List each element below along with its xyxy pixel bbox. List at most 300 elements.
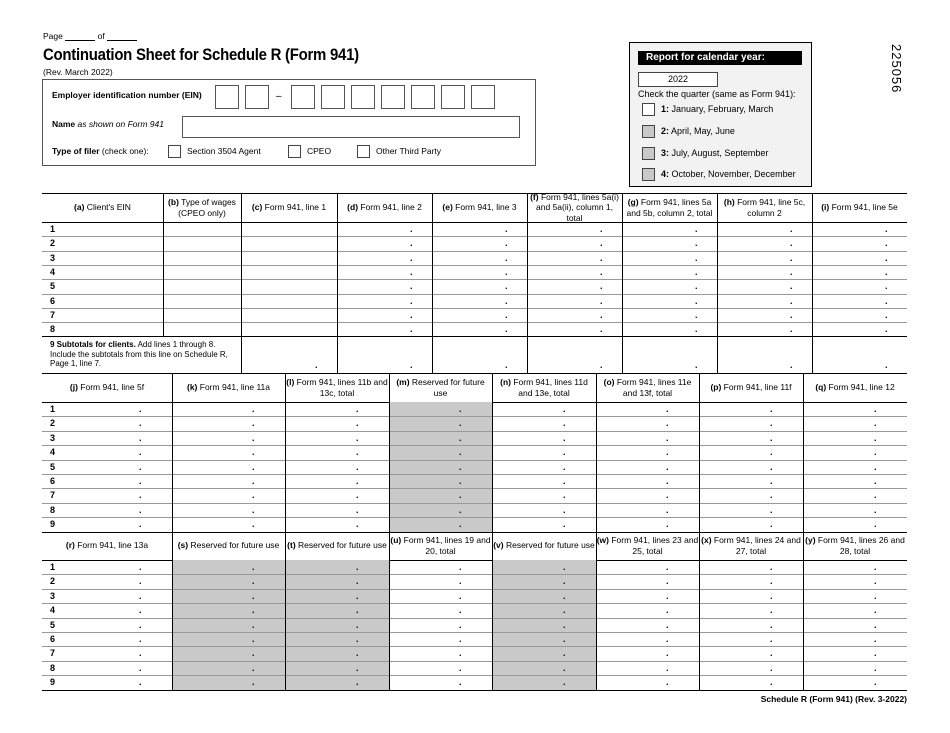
- amount-cell[interactable]: [596, 661, 699, 675]
- amount-cell[interactable]: [812, 222, 907, 236]
- amount-cell[interactable]: [596, 618, 699, 632]
- s2-col-header-o: (o) Form 941, lines 11e and 13f, total: [603, 377, 692, 398]
- amount-cell[interactable]: [389, 603, 492, 617]
- amount-cell[interactable]: [596, 646, 699, 660]
- decimal-point: .: [563, 476, 566, 486]
- decimal-point: .: [356, 662, 359, 673]
- quarter-prompt: Check the quarter (same as Form 941):: [638, 89, 796, 99]
- amount-cell[interactable]: [622, 294, 717, 308]
- rule-line: [42, 690, 907, 691]
- amount-cell[interactable]: [58, 560, 172, 574]
- amount-cell[interactable]: [527, 308, 622, 322]
- amount-cell[interactable]: [803, 632, 907, 646]
- amount-cell[interactable]: [596, 445, 699, 459]
- amount-cell[interactable]: [699, 445, 803, 459]
- reserved-cell: [389, 503, 492, 517]
- amount-cell[interactable]: [596, 675, 699, 689]
- decimal-point: .: [356, 619, 359, 630]
- amount-cell[interactable]: [803, 589, 907, 603]
- decimal-point: .: [885, 238, 888, 249]
- col-header-e: (e) Form 941, line 3: [442, 202, 517, 213]
- decimal-point: .: [139, 677, 142, 688]
- amount-cell[interactable]: [803, 574, 907, 588]
- decimal-point: .: [874, 590, 877, 601]
- decimal-point: .: [139, 576, 142, 587]
- amount-cell[interactable]: [699, 503, 803, 517]
- amount-cell[interactable]: [717, 251, 812, 265]
- amount-cell[interactable]: [163, 308, 241, 322]
- decimal-point: .: [885, 324, 888, 335]
- decimal-point: .: [666, 605, 669, 616]
- page-label: Page: [43, 31, 63, 41]
- amount-cell[interactable]: [163, 322, 241, 336]
- filer-option-cpeo[interactable]: CPEO: [288, 145, 331, 158]
- decimal-point: .: [600, 266, 603, 277]
- decimal-point: .: [459, 677, 462, 688]
- s2-col-header-q: (q) Form 941, line 12: [815, 382, 895, 393]
- amount-cell[interactable]: [241, 322, 337, 336]
- amount-cell[interactable]: [58, 503, 172, 517]
- decimal-point: .: [695, 281, 698, 292]
- amount-cell[interactable]: [812, 308, 907, 322]
- decimal-point: .: [139, 447, 142, 458]
- amount-cell[interactable]: [58, 574, 172, 588]
- decimal-point: .: [885, 252, 888, 263]
- decimal-point: .: [252, 648, 255, 659]
- amount-cell[interactable]: [337, 251, 432, 265]
- amount-cell[interactable]: [163, 222, 241, 236]
- amount-cell[interactable]: [812, 294, 907, 308]
- decimal-point: .: [252, 576, 255, 587]
- row-number: 2: [50, 576, 56, 587]
- decimal-point: .: [790, 295, 793, 306]
- amount-cell[interactable]: [58, 589, 172, 603]
- amount-cell[interactable]: [596, 503, 699, 517]
- decimal-point: .: [459, 619, 462, 630]
- amount-cell[interactable]: [285, 517, 389, 531]
- amount-cell[interactable]: [699, 618, 803, 632]
- amount-cell[interactable]: [241, 279, 337, 293]
- subtotal-cell[interactable]: [432, 336, 527, 373]
- decimal-point: .: [139, 432, 142, 443]
- amount-cell[interactable]: [803, 517, 907, 531]
- row-number: 7: [50, 648, 56, 659]
- subtotal-cell[interactable]: [527, 336, 622, 373]
- decimal-point: .: [563, 404, 566, 414]
- amount-cell[interactable]: [172, 517, 285, 531]
- decimal-point: .: [505, 295, 508, 306]
- decimal-point: .: [459, 476, 462, 486]
- amount-cell[interactable]: [699, 460, 803, 474]
- reserved-cell: [172, 632, 285, 646]
- quarter-option-4[interactable]: 4: October, November, December: [642, 168, 796, 181]
- decimal-point: .: [139, 504, 142, 515]
- decimal-point: .: [666, 476, 669, 486]
- decimal-point: .: [874, 576, 877, 587]
- amount-cell[interactable]: [389, 618, 492, 632]
- decimal-point: .: [666, 648, 669, 659]
- amount-cell[interactable]: [622, 322, 717, 336]
- amount-cell[interactable]: [389, 632, 492, 646]
- amount-cell[interactable]: [172, 445, 285, 459]
- decimal-point: .: [874, 432, 877, 443]
- amount-cell[interactable]: [58, 661, 172, 675]
- amount-cell[interactable]: [699, 560, 803, 574]
- reserved-cell: [172, 560, 285, 574]
- amount-cell[interactable]: [241, 236, 337, 250]
- amount-cell[interactable]: [389, 574, 492, 588]
- amount-cell[interactable]: [717, 322, 812, 336]
- amount-cell[interactable]: [527, 294, 622, 308]
- decimal-point: .: [666, 490, 669, 501]
- decimal-point: .: [600, 295, 603, 306]
- amount-cell[interactable]: [596, 402, 699, 416]
- row-number: 6: [50, 634, 56, 644]
- column-divider: [717, 193, 718, 373]
- amount-cell[interactable]: [812, 236, 907, 250]
- amount-cell[interactable]: [812, 265, 907, 279]
- amount-cell[interactable]: [241, 265, 337, 279]
- col-header-b: (b) Type of wages (CPEO only): [168, 197, 236, 218]
- amount-cell[interactable]: [432, 251, 527, 265]
- reserved-cell: [389, 431, 492, 445]
- row-number: 4: [50, 266, 56, 277]
- amount-cell[interactable]: [172, 488, 285, 502]
- subtotal-cell[interactable]: [717, 336, 812, 373]
- amount-cell[interactable]: [432, 279, 527, 293]
- quarter-option-1[interactable]: 1: January, February, March: [642, 103, 773, 116]
- reserved-cell: [492, 632, 596, 646]
- decimal-point: .: [356, 634, 359, 644]
- column-divider: [812, 193, 813, 373]
- s3-col-header-x: (x) Form 941, lines 24 and 27, total: [701, 535, 801, 556]
- amount-cell[interactable]: [285, 445, 389, 459]
- amount-cell[interactable]: [172, 402, 285, 416]
- amount-cell[interactable]: [337, 322, 432, 336]
- amount-cell[interactable]: [803, 474, 907, 488]
- amount-cell[interactable]: [432, 265, 527, 279]
- amount-cell[interactable]: [492, 488, 596, 502]
- amount-cell[interactable]: [432, 322, 527, 336]
- amount-cell[interactable]: [337, 308, 432, 322]
- amount-cell[interactable]: [699, 603, 803, 617]
- decimal-point: .: [563, 648, 566, 659]
- amount-cell[interactable]: [699, 517, 803, 531]
- amount-cell[interactable]: [699, 431, 803, 445]
- subtotal-cell[interactable]: [812, 336, 907, 373]
- subtotal-cell[interactable]: [622, 336, 717, 373]
- amount-cell[interactable]: [58, 646, 172, 660]
- reserved-cell: [285, 675, 389, 689]
- reserved-cell: [172, 646, 285, 660]
- decimal-point: .: [770, 490, 773, 501]
- decimal-point: .: [885, 360, 888, 370]
- amount-cell[interactable]: [492, 416, 596, 430]
- reserved-cell: [285, 661, 389, 675]
- amount-cell[interactable]: [699, 574, 803, 588]
- amount-cell[interactable]: [241, 308, 337, 322]
- amount-cell[interactable]: [58, 632, 172, 646]
- amount-cell[interactable]: [622, 251, 717, 265]
- filer-option-section-3504[interactable]: Section 3504 Agent: [168, 145, 261, 158]
- column-divider: [163, 193, 164, 336]
- decimal-point: .: [695, 360, 698, 370]
- amount-cell[interactable]: [699, 488, 803, 502]
- form-code: 225056: [889, 44, 904, 94]
- amount-cell[interactable]: [58, 675, 172, 689]
- amount-cell[interactable]: [622, 265, 717, 279]
- row-number: 3: [50, 252, 56, 263]
- amount-cell[interactable]: [337, 222, 432, 236]
- amount-cell[interactable]: [285, 503, 389, 517]
- amount-cell[interactable]: [58, 603, 172, 617]
- amount-cell[interactable]: [337, 236, 432, 250]
- amount-cell[interactable]: [699, 661, 803, 675]
- amount-cell[interactable]: [527, 251, 622, 265]
- amount-cell[interactable]: [58, 517, 172, 531]
- decimal-point: .: [695, 324, 698, 335]
- amount-cell[interactable]: [58, 618, 172, 632]
- amount-cell[interactable]: [803, 460, 907, 474]
- amount-cell[interactable]: [596, 560, 699, 574]
- amount-cell[interactable]: [172, 503, 285, 517]
- amount-cell[interactable]: [622, 308, 717, 322]
- amount-cell[interactable]: [163, 279, 241, 293]
- amount-cell[interactable]: [389, 675, 492, 689]
- decimal-point: .: [874, 461, 877, 472]
- amount-cell[interactable]: [699, 675, 803, 689]
- amount-cell[interactable]: [58, 402, 172, 416]
- reserved-cell: [492, 603, 596, 617]
- reserved-cell: [285, 589, 389, 603]
- amount-cell[interactable]: [803, 560, 907, 574]
- amount-cell[interactable]: [389, 661, 492, 675]
- amount-cell[interactable]: [285, 416, 389, 430]
- decimal-point: .: [600, 238, 603, 249]
- decimal-point: .: [600, 360, 603, 370]
- reserved-cell: [492, 574, 596, 588]
- amount-cell[interactable]: [337, 265, 432, 279]
- decimal-point: .: [505, 360, 508, 370]
- amount-cell[interactable]: [527, 322, 622, 336]
- s3-col-header-v: (v) Reserved for future use: [493, 540, 595, 551]
- amount-cell[interactable]: [699, 402, 803, 416]
- page-title: Continuation Sheet for Schedule R (Form 941): [43, 45, 359, 64]
- amount-cell[interactable]: [717, 265, 812, 279]
- amount-cell[interactable]: [803, 445, 907, 459]
- decimal-point: .: [356, 648, 359, 659]
- amount-cell[interactable]: [163, 265, 241, 279]
- amount-cell[interactable]: [803, 416, 907, 430]
- amount-cell[interactable]: [492, 503, 596, 517]
- amount-cell[interactable]: [172, 460, 285, 474]
- amount-cell[interactable]: [58, 416, 172, 430]
- amount-cell[interactable]: [803, 431, 907, 445]
- amount-cell[interactable]: [717, 279, 812, 293]
- decimal-point: .: [563, 490, 566, 501]
- report-year-heading: Report for calendar year:: [638, 51, 802, 65]
- decimal-point: .: [770, 504, 773, 515]
- col-header-c: (c) Form 941, line 1: [251, 202, 327, 213]
- amount-cell[interactable]: [803, 618, 907, 632]
- amount-cell[interactable]: [163, 294, 241, 308]
- s3-col-header-w: (w) Form 941, lines 23 and 25, total: [596, 535, 699, 556]
- amount-cell[interactable]: [596, 574, 699, 588]
- amount-cell[interactable]: [58, 431, 172, 445]
- amount-cell[interactable]: [241, 222, 337, 236]
- amount-cell[interactable]: [492, 445, 596, 459]
- reserved-cell: [389, 416, 492, 430]
- decimal-point: .: [563, 461, 566, 472]
- row-number: 6: [50, 476, 56, 486]
- quarter-option-2[interactable]: 2: April, May, June: [642, 125, 735, 138]
- decimal-point: .: [874, 404, 877, 414]
- decimal-point: .: [874, 447, 877, 458]
- col-header-a: (a) Client's EIN: [74, 202, 131, 213]
- decimal-point: .: [770, 605, 773, 616]
- column-divider: [389, 373, 390, 532]
- amount-cell[interactable]: [812, 322, 907, 336]
- amount-cell[interactable]: [432, 294, 527, 308]
- decimal-point: .: [563, 519, 566, 530]
- amount-cell[interactable]: [432, 222, 527, 236]
- amount-cell[interactable]: [803, 646, 907, 660]
- amount-cell[interactable]: [527, 222, 622, 236]
- amount-cell[interactable]: [596, 431, 699, 445]
- decimal-point: .: [410, 295, 413, 306]
- amount-cell[interactable]: [432, 308, 527, 322]
- amount-cell[interactable]: [803, 675, 907, 689]
- amount-cell[interactable]: [699, 632, 803, 646]
- decimal-point: .: [139, 662, 142, 673]
- amount-cell[interactable]: [492, 460, 596, 474]
- amount-cell[interactable]: [172, 416, 285, 430]
- amount-cell[interactable]: [241, 251, 337, 265]
- decimal-point: .: [563, 662, 566, 673]
- col-header-g: (g) Form 941, lines 5a and 5b, column 2, total: [626, 197, 713, 218]
- amount-cell[interactable]: [596, 517, 699, 531]
- amount-cell[interactable]: [285, 431, 389, 445]
- decimal-point: .: [695, 295, 698, 306]
- amount-cell[interactable]: [699, 589, 803, 603]
- amount-cell[interactable]: [812, 279, 907, 293]
- decimal-point: .: [459, 562, 462, 572]
- amount-cell[interactable]: [285, 402, 389, 416]
- amount-cell[interactable]: [622, 222, 717, 236]
- amount-cell[interactable]: [58, 445, 172, 459]
- amount-cell[interactable]: [527, 236, 622, 250]
- year-field[interactable]: 2022: [638, 72, 718, 87]
- amount-cell[interactable]: [596, 474, 699, 488]
- amount-cell[interactable]: [717, 308, 812, 322]
- amount-cell[interactable]: [596, 589, 699, 603]
- amount-cell[interactable]: [492, 402, 596, 416]
- decimal-point: .: [459, 461, 462, 472]
- amount-cell[interactable]: [622, 236, 717, 250]
- decimal-point: .: [885, 281, 888, 292]
- s3-col-header-u: (u) Form 941, lines 19 and 20, total: [390, 535, 491, 556]
- amount-cell[interactable]: [803, 488, 907, 502]
- amount-cell[interactable]: [389, 646, 492, 660]
- amount-cell[interactable]: [163, 236, 241, 250]
- subtotal-cell[interactable]: [241, 336, 337, 373]
- amount-cell[interactable]: [803, 402, 907, 416]
- amount-cell[interactable]: [717, 222, 812, 236]
- amount-cell[interactable]: [389, 589, 492, 603]
- decimal-point: .: [666, 634, 669, 644]
- amount-cell[interactable]: [285, 488, 389, 502]
- reserved-cell: [492, 589, 596, 603]
- amount-cell[interactable]: [432, 236, 527, 250]
- amount-cell[interactable]: [527, 279, 622, 293]
- column-divider: [241, 193, 242, 373]
- s3-col-header-r: (r) Form 941, line 13a: [65, 540, 149, 551]
- decimal-point: .: [139, 590, 142, 601]
- amount-cell[interactable]: [803, 661, 907, 675]
- row-number: 8: [50, 662, 56, 673]
- amount-cell[interactable]: [812, 251, 907, 265]
- subtotal-cell[interactable]: [337, 336, 432, 373]
- decimal-point: .: [695, 224, 698, 234]
- amount-cell[interactable]: [58, 474, 172, 488]
- amount-cell[interactable]: [285, 460, 389, 474]
- amount-cell[interactable]: [803, 603, 907, 617]
- amount-cell[interactable]: [241, 294, 337, 308]
- amount-cell[interactable]: [596, 488, 699, 502]
- amount-cell[interactable]: [285, 474, 389, 488]
- amount-cell[interactable]: [527, 265, 622, 279]
- amount-cell[interactable]: [492, 474, 596, 488]
- amount-cell[interactable]: [492, 431, 596, 445]
- decimal-point: .: [252, 404, 255, 414]
- amount-cell[interactable]: [337, 279, 432, 293]
- amount-cell[interactable]: [699, 416, 803, 430]
- s2-col-header-j: (j) Form 941, line 5f: [69, 382, 145, 393]
- decimal-point: .: [874, 476, 877, 486]
- decimal-point: .: [695, 252, 698, 263]
- amount-cell[interactable]: [717, 236, 812, 250]
- amount-cell[interactable]: [596, 416, 699, 430]
- row-number: 1: [50, 224, 56, 234]
- amount-cell[interactable]: [172, 431, 285, 445]
- amount-cell[interactable]: [58, 488, 172, 502]
- decimal-point: .: [459, 648, 462, 659]
- decimal-point: .: [600, 252, 603, 263]
- amount-cell[interactable]: [699, 646, 803, 660]
- decimal-point: .: [874, 634, 877, 644]
- decimal-point: .: [252, 677, 255, 688]
- amount-cell[interactable]: [337, 294, 432, 308]
- amount-cell[interactable]: [58, 460, 172, 474]
- reserved-cell: [389, 517, 492, 531]
- amount-cell[interactable]: [803, 503, 907, 517]
- decimal-point: .: [770, 461, 773, 472]
- filer-option-other-third-party[interactable]: Other Third Party: [357, 145, 441, 158]
- amount-cell[interactable]: [172, 474, 285, 488]
- amount-cell[interactable]: [163, 251, 241, 265]
- amount-cell[interactable]: [699, 474, 803, 488]
- amount-cell[interactable]: [596, 632, 699, 646]
- row-number: 5: [50, 619, 56, 630]
- s2-col-header-p: (p) Form 941, line 11f: [710, 382, 792, 393]
- quarter-option-3[interactable]: 3: July, August, September: [642, 147, 768, 160]
- amount-cell[interactable]: [622, 279, 717, 293]
- amount-cell[interactable]: [717, 294, 812, 308]
- amount-cell[interactable]: [492, 517, 596, 531]
- amount-cell[interactable]: [389, 560, 492, 574]
- amount-cell[interactable]: [596, 460, 699, 474]
- amount-cell[interactable]: [596, 603, 699, 617]
